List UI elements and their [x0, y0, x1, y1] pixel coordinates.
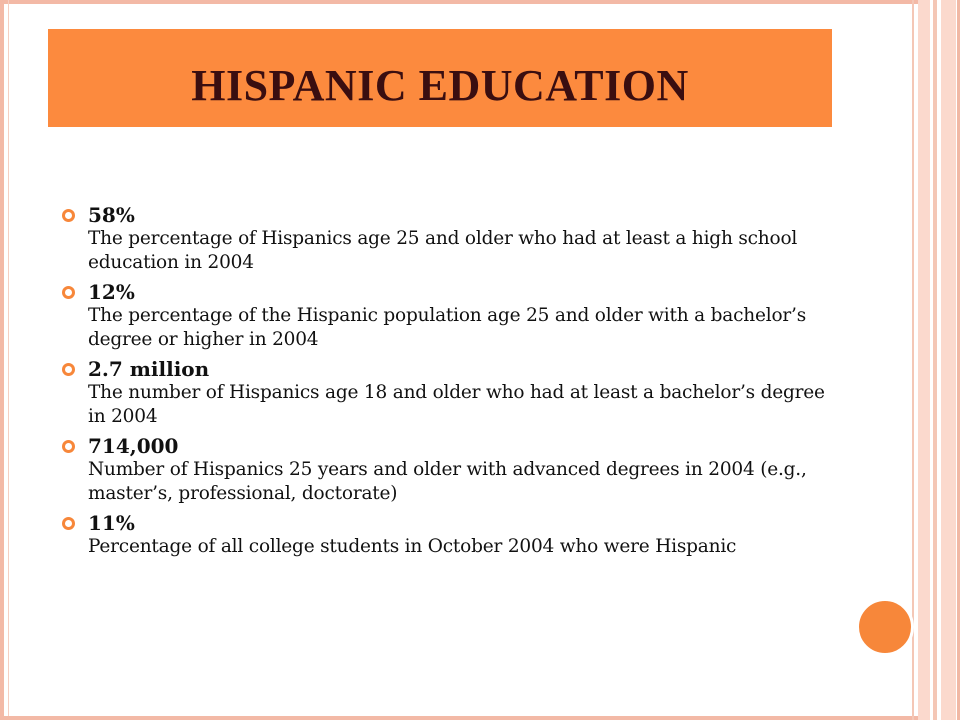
ring-bullet-icon: [62, 209, 75, 222]
statistic-description: The percentage of Hispanics age 25 and older who had at least a high school education in 2004: [88, 228, 798, 273]
statistic-description: The number of Hispanics age 18 and older who had at least a bachelor’s degree in 2004: [88, 382, 825, 427]
statistic-description: Percentage of all college students in October 2004 who were Hispanic: [88, 536, 737, 557]
statistic-description: The percentage of the Hispanic population age 25 and older with a bachelor’s degree or higher in 2004: [88, 305, 806, 350]
ring-bullet-icon: [62, 440, 75, 453]
statistic-value: 58%: [88, 203, 135, 227]
statistic-value: 11%: [88, 511, 135, 535]
list-item: [60, 434, 830, 506]
statistic-value: 714,000: [88, 434, 179, 458]
decorative-stripe: [933, 0, 937, 720]
list-item: [60, 511, 830, 559]
frame-left-inner-line: [8, 0, 9, 720]
slide-title: HISPANIC EDUCATION: [191, 60, 689, 110]
frame-top-border: [0, 0, 930, 4]
decorative-stripe: [918, 0, 930, 720]
statistic-description: Number of Hispanics 25 years and older with advanced degrees in 2004 (e.g., master’s, professional, doctorate): [88, 459, 807, 504]
list-item: [60, 203, 830, 275]
list-item: [60, 357, 830, 429]
decorative-circle-icon: [856, 598, 914, 656]
bullet-list: [60, 203, 830, 564]
list-item: [60, 280, 830, 352]
statistic-value: 12%: [88, 280, 135, 304]
frame-left-border: [0, 0, 4, 720]
ring-bullet-icon: [62, 517, 75, 530]
frame-bottom-border: [0, 716, 930, 720]
decorative-stripe: [941, 0, 956, 720]
ring-bullet-icon: [62, 286, 75, 299]
ring-bullet-icon: [62, 363, 75, 376]
statistic-value: 2.7 million: [88, 357, 210, 381]
decorative-stripe: [912, 0, 914, 720]
